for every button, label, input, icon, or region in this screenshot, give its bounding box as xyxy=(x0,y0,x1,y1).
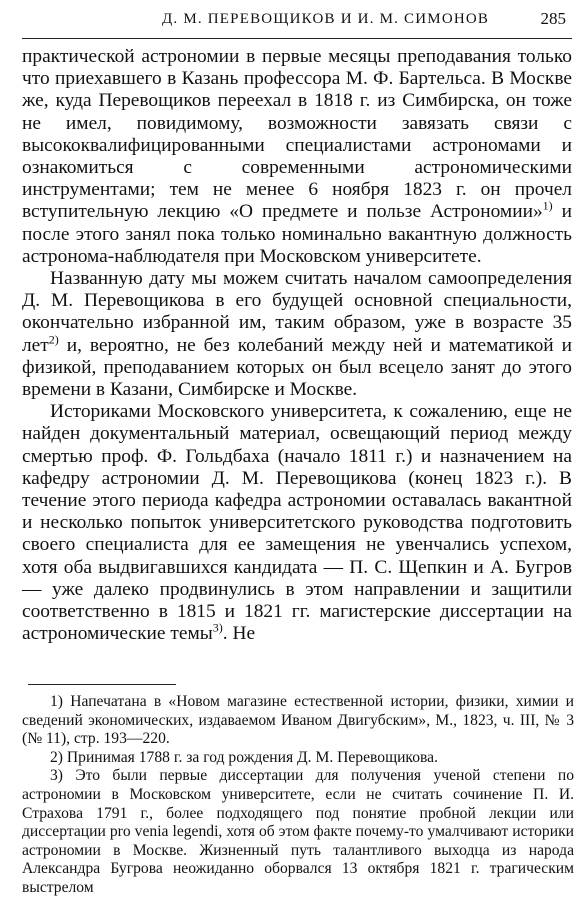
running-title: Д. М. ПЕРЕВОЩИКОВ И И. М. СИМОНОВ xyxy=(162,11,490,27)
footnote-ref-1[interactable]: 1) xyxy=(542,198,553,213)
footnote-divider xyxy=(28,684,176,685)
footnote-1: 1) Напечатана в «Новом магазине естественной истории, физики, химии и сведений экономических, издаваемом Иваном Двигубским», М., 1823, ч. III, № 3 (№ 11), стр. 193—220. xyxy=(22,693,574,748)
paragraph-2-tail: и, вероятно, не без колебаний между ней и математикой и физикой, преподаванием которых он был всецело занят до этого времени в Казани, Симбирске и Москве. xyxy=(22,334,572,401)
paragraph-2-text: Названную дату мы можем считать началом самоопределения Д. М. Перевощикова в его будущей основной специальности, окончательно избранной им, таким образом, уже в возрасте 35 лет xyxy=(22,268,572,356)
paragraph-3 xyxy=(22,401,572,645)
paragraph-1-text: практической астрономии в первые месяцы преподавания только что приехавшего в Казань профессора М. Ф. Бартельса. В Москве же, куда Перевощиков переехал в 1818 г. из Симбирска, он тоже не имел, повидимому, возможности завязать связи с высококвалифицированными специалистами астрономами и ознакомиться с современными астрономическими инструментами; тем не менее 6 ноября 1823 г. он прочел вступительную лекцию «О предмете и пользе Астрономии» xyxy=(22,46,572,223)
running-header xyxy=(22,4,572,39)
footnotes xyxy=(22,693,574,898)
footnote-ref-3[interactable]: 3) xyxy=(212,620,223,635)
page-number: 285 xyxy=(540,9,566,28)
paragraph-1 xyxy=(22,46,572,268)
paragraph-3-text: Историками Московского университета, к сожалению, еще не найден документальный материал, освещающий период между смертью проф. Ф. Гольдбаха (начало 1811 г.) и назначением на кафедру астрономии Д. М. Перевощикова (конец 1823 г.). В течение этого периода кафедра астрономии оставалась вакантной и несколько попыток университетского руководства подготовить своего специалиста для ее замещения не увенчались успехом, хотя оба выдвигавшихся кандидата — П. С. Щепкин и А. Бугров — уже далеко продвинулись в этом направлении и защитили соответственно в 1815 и 1821 гг. магистерские диссертации на астрономические темы xyxy=(22,401,572,645)
paragraph-1-tail: и после этого занял пока только номинально вакантную должность астронома-наблюдателя при Московском университете. xyxy=(22,201,572,267)
footnote-ref-2[interactable]: 2) xyxy=(48,332,59,347)
paragraph-3-tail: . Не xyxy=(222,623,256,645)
main-text xyxy=(22,46,572,645)
footnote-3: 3) Это были первые диссертации для получения ученой степени по астрономии в Московском университете, если не считать сочинение П. И. Страхова 1791 г., более подходящего под понятие пробной лекции или диссертации pro venia legendi, хотя об этом факте почему-то умалчивают историки астрономии в Москве. Жизненный путь талантливого выходца из народа Александра Бугрова неожиданно оборвался 13 октября 1821 г. трагическим выстрелом xyxy=(22,767,574,896)
footnote-2: 2) Принимая 1788 г. за год рождения Д. М. Перевощикова. xyxy=(50,748,438,766)
paragraph-2 xyxy=(22,268,572,401)
